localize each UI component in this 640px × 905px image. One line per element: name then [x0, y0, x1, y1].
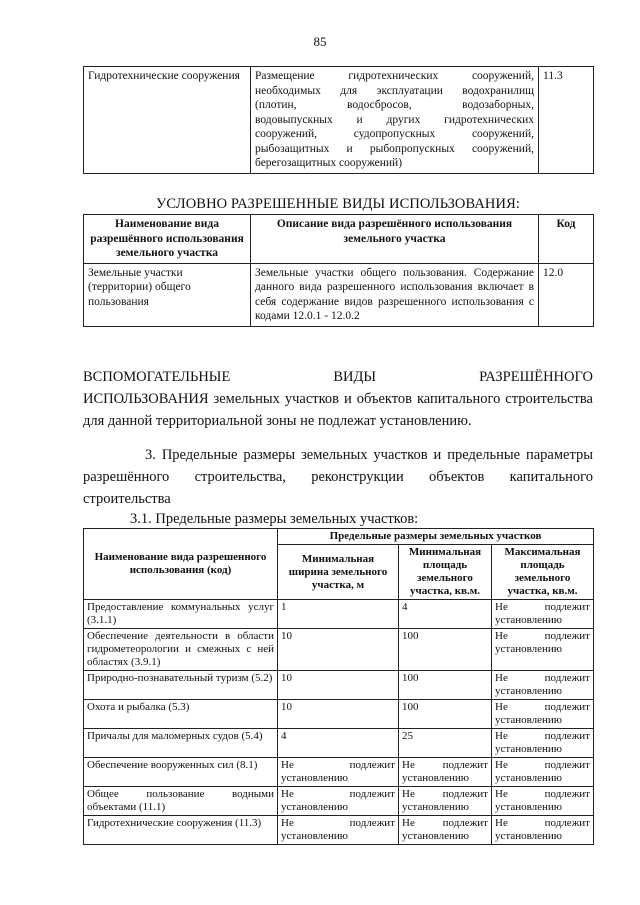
header-min-area: Минимальная площадь земельного участка, кв.м.	[399, 545, 492, 600]
not-set-word: Не	[495, 672, 508, 684]
not-set-word: Не	[495, 788, 508, 800]
not-set-word: установлению	[495, 643, 563, 655]
max-area-cell	[492, 816, 594, 845]
header-size-limits: Предельные размеры земельных участков	[278, 529, 594, 545]
aux-word: ВСПОМОГАТЕЛЬНЫЕ	[83, 369, 231, 385]
not-set-word: подлежит	[544, 817, 590, 829]
aux-word: РАЗРЕШЁННОГО	[479, 369, 593, 385]
max-area-cell	[492, 758, 594, 787]
not-set-word: установлению	[281, 801, 349, 813]
use-code-cell: 11.3	[539, 67, 594, 174]
min-area-cell: 4	[399, 600, 492, 629]
section-3-1-heading: 3.1. Предельные размеры земельных участков:	[130, 511, 419, 527]
table-header-row	[84, 529, 594, 545]
min-width-cell	[278, 816, 399, 845]
header-use-name: Наименование вида разрешённого использования земельного участка	[84, 215, 251, 264]
not-set-word: установлению	[402, 830, 470, 842]
not-set-word: подлежит	[442, 759, 488, 771]
table-header-row	[84, 215, 594, 264]
aux-text: ИСПОЛЬЗОВАНИЯ земельных участков и объектов капитального строительства для данной территориальной зоны не подлежат установлению.	[83, 391, 593, 429]
not-set-word: подлежит	[544, 730, 590, 742]
not-set-word: Не	[281, 817, 294, 829]
table-row	[84, 263, 594, 326]
not-set-word: Не	[402, 817, 415, 829]
not-set-word: Не	[281, 759, 294, 771]
not-set-word: Не	[495, 817, 508, 829]
table-row	[84, 629, 594, 671]
not-set-word: Не	[402, 759, 415, 771]
not-set-word: установлению	[495, 685, 563, 697]
header-min-width: Минимальная ширина земельного участка, м	[278, 545, 399, 600]
table-row	[84, 729, 594, 758]
not-set-word: установлению	[495, 714, 563, 726]
aux-word: ВИДЫ	[333, 369, 377, 385]
not-set-word: подлежит	[349, 817, 395, 829]
not-set-word: установлению	[402, 772, 470, 784]
not-set-word: Не	[495, 759, 508, 771]
min-width-cell	[278, 787, 399, 816]
not-set-word: Не	[495, 630, 508, 642]
use-code-cell: 12.0	[539, 263, 594, 326]
desc-line: Размещение гидротехнических сооружений,	[255, 70, 534, 82]
min-area-cell	[399, 758, 492, 787]
not-set-word: подлежит	[544, 601, 590, 613]
min-width-cell: 4	[278, 729, 399, 758]
not-set-word: установлению	[281, 830, 349, 842]
max-area-cell	[492, 671, 594, 700]
not-set-word: подлежит	[349, 788, 395, 800]
use-name-cell: Обеспечение вооруженных сил (8.1)	[84, 758, 278, 787]
auxiliary-uses-paragraph	[83, 366, 593, 432]
table-row	[84, 67, 594, 174]
header-max-area: Максимальная площадь земельного участка, кв.м.	[492, 545, 594, 600]
table-row	[84, 671, 594, 700]
max-area-cell	[492, 600, 594, 629]
use-name-cell: Общее пользование водными объектами (11.1)	[84, 787, 278, 816]
use-description-cell	[251, 67, 539, 174]
max-area-cell	[492, 700, 594, 729]
section-3-paragraph	[83, 444, 593, 510]
not-set-word: Не	[495, 701, 508, 713]
not-set-word: подлежит	[544, 759, 590, 771]
use-description-cell: Земельные участки общего пользования. Содержание данного вида разрешенного использования включает в себя содержание видов разрешенного использования с кодами 12.0.1 - 12.0.2	[251, 263, 539, 326]
use-name-cell: Гидротехнические сооружения	[84, 67, 251, 174]
not-set-word: подлежит	[544, 788, 590, 800]
min-area-cell	[399, 816, 492, 845]
not-set-word: установлению	[281, 772, 349, 784]
use-name-cell: Предоставление коммунальных услуг (3.1.1)	[84, 600, 278, 629]
not-set-word: установлению	[495, 801, 563, 813]
use-name-cell: Природно-познавательный туризм (5.2)	[84, 671, 278, 700]
use-name-cell: Охота и рыбалка (5.3)	[84, 700, 278, 729]
not-set-word: установлению	[402, 801, 470, 813]
desc-line: рыбозащитных и рыбопропускных сооружений,	[255, 142, 534, 155]
min-width-cell	[278, 758, 399, 787]
desc-line: сооружений, судопропускных сооружений,	[255, 128, 534, 140]
not-set-word: подлежит	[442, 817, 488, 829]
not-set-word: установлению	[495, 743, 563, 755]
table-row	[84, 787, 594, 816]
min-width-cell: 10	[278, 629, 399, 671]
section-3-text: 3. Предельные размеры земельных участков и предельные параметры разрешённого строительства, реконструкции объектов капитального строительства	[83, 447, 593, 507]
min-area-cell: 100	[399, 700, 492, 729]
min-area-cell: 100	[399, 629, 492, 671]
min-area-cell: 100	[399, 671, 492, 700]
desc-line: берегозащитных сооружений)	[255, 157, 403, 169]
not-set-word: подлежит	[544, 672, 590, 684]
use-name-cell: Обеспечение деятельности в области гидрометеорологии и смежных с ней областях (3.9.1)	[84, 629, 278, 671]
header-code: Код	[539, 215, 594, 264]
not-set-word: установлению	[495, 830, 563, 842]
not-set-word: Не	[402, 788, 415, 800]
not-set-word: установлению	[495, 614, 563, 626]
min-area-cell	[399, 787, 492, 816]
table-row	[84, 700, 594, 729]
min-width-cell: 1	[278, 600, 399, 629]
desc-line: необходимых для эксплуатации водохранилищ	[255, 84, 534, 97]
conditional-uses-heading: УСЛОВНО РАЗРЕШЕННЫЕ ВИДЫ ИСПОЛЬЗОВАНИЯ:	[156, 196, 520, 212]
min-width-cell: 10	[278, 700, 399, 729]
conditional-uses-table	[83, 214, 594, 327]
min-area-cell: 25	[399, 729, 492, 758]
desc-line: водовыпускных и других гидротехнических	[255, 113, 534, 126]
use-name-cell: Причалы для маломерных судов (5.4)	[84, 729, 278, 758]
not-set-word: подлежит	[349, 759, 395, 771]
use-name-cell: Гидротехнические сооружения (11.3)	[84, 816, 278, 845]
not-set-word: Не	[495, 730, 508, 742]
not-set-word: установлению	[495, 772, 563, 784]
min-width-cell: 10	[278, 671, 399, 700]
not-set-word: подлежит	[544, 701, 590, 713]
page-number: 85	[313, 34, 327, 49]
header-use-description: Описание вида разрешённого использования земельного участка	[251, 215, 539, 264]
table-row	[84, 816, 594, 845]
desc-line: (плотин, водосбросов, водозаборных,	[255, 99, 534, 111]
not-set-word: подлежит	[442, 788, 488, 800]
not-set-word: Не	[281, 788, 294, 800]
table-row	[84, 758, 594, 787]
allowed-uses-table-continued	[83, 66, 594, 174]
table-row	[84, 600, 594, 629]
plot-size-limits-table	[83, 528, 594, 845]
max-area-cell	[492, 787, 594, 816]
max-area-cell	[492, 629, 594, 671]
not-set-word: Не	[495, 601, 508, 613]
max-area-cell	[492, 729, 594, 758]
header-use-name: Наименование вида разрешенного использования (код)	[84, 529, 278, 600]
use-name-cell: Земельные участки (территории) общего пользования	[84, 263, 251, 326]
not-set-word: подлежит	[544, 630, 590, 642]
